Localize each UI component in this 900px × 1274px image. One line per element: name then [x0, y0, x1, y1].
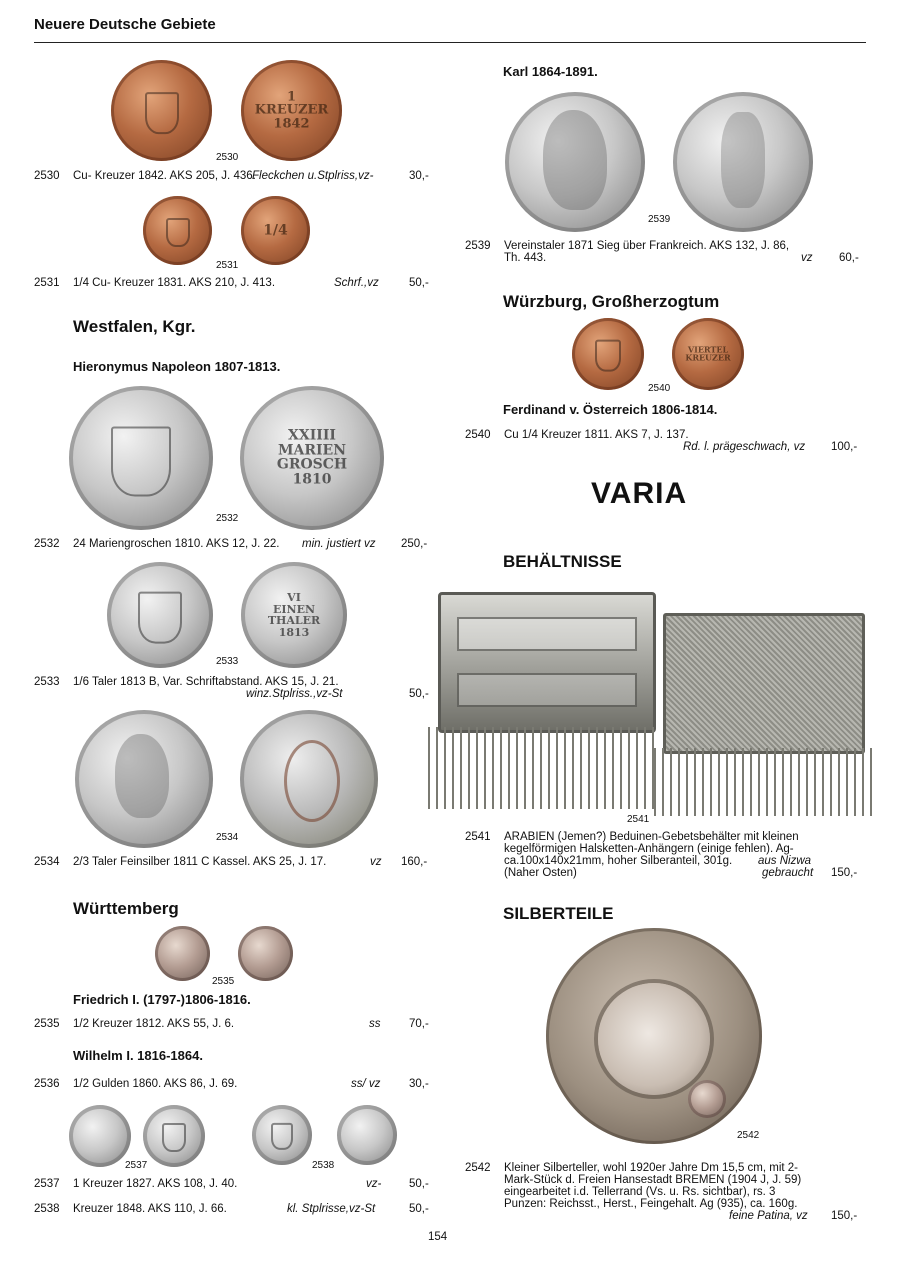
- coin-2535-obverse: [155, 926, 210, 981]
- lot-number-2535: 2535: [34, 1018, 60, 1030]
- lot-price-2539: 60,-: [839, 252, 859, 264]
- caption-2533: 2533: [216, 656, 239, 667]
- coin-2530-obverse: [111, 60, 212, 161]
- lot-desc-2542-line1: Kleiner Silberteller, wohl 1920er Jahre Dm 15,5 cm, mit 2-: [504, 1162, 799, 1174]
- caption-2535: 2535: [212, 976, 235, 987]
- coin-2532-obverse: [69, 386, 213, 530]
- coin-2535-reverse: [238, 926, 293, 981]
- caption-2541: 2541: [627, 814, 650, 825]
- coin-2539-obverse: [505, 92, 645, 232]
- lot-number-2537: 2537: [34, 1178, 60, 1190]
- lot-desc-2541-line3: ca.100x140x21mm, hoher Silberanteil, 301g.: [504, 855, 733, 867]
- lot-price-2533: 50,-: [409, 688, 429, 700]
- lot-desc-2542-line3: eingearbeitet i.d. Tellerrand (Vs. u. Rs. sichtbar), rs. 3: [504, 1186, 776, 1198]
- lot-desc-2541-line1: ARABIEN (Jemen?) Beduinen-Gebetsbehälter mit kleinen: [504, 831, 799, 843]
- section-heading-behaeltnisse: BEHÄLTNISSE: [503, 552, 622, 571]
- lot-desc-2539-line2: Th. 443.: [504, 252, 547, 264]
- lot-price-2537: 50,-: [409, 1178, 429, 1190]
- header-rule: [34, 42, 866, 43]
- lot-price-2531: 50,-: [409, 277, 429, 289]
- caption-2538: 2538: [312, 1160, 335, 1171]
- lot-number-2531: 2531: [34, 277, 60, 289]
- caption-2534: 2534: [216, 832, 239, 843]
- coin-2532-reverse: XXIIII MARIEN GROSCH 1810: [240, 386, 384, 530]
- lot-grade-2537: vz-: [366, 1178, 382, 1190]
- portrait-icon: [543, 110, 607, 210]
- monogram-icon: [284, 740, 340, 822]
- silver-plate: [546, 928, 762, 1144]
- lot-desc-2542-line4: Punzen: Reichsst., Herst., Feingehalt. Ag (935), ca. 160g.: [504, 1198, 798, 1210]
- lot-price-2541: 150,-: [831, 867, 858, 879]
- lot-grade-2539: vz: [801, 252, 813, 264]
- caption-2540: 2540: [648, 383, 671, 394]
- lot-desc-2535: 1/2 Kreuzer 1812. AKS 55, J. 6.: [73, 1018, 235, 1030]
- lot-number-2542: 2542: [465, 1162, 491, 1174]
- coin-2530-reverse: 1 KREUZER 1842: [241, 60, 342, 161]
- lot-price-2532: 250,-: [401, 538, 428, 550]
- lot-grade-2536: ss/ vz: [351, 1078, 381, 1090]
- subheading-friedrich: Friedrich I. (1797-)1806-1816.: [73, 992, 251, 1007]
- coin-2537-reverse: [143, 1105, 205, 1167]
- lot-number-2534: 2534: [34, 856, 60, 868]
- container-panel: [457, 673, 637, 707]
- lot-grade-2540: Rd. l. prägeschwach, vz: [683, 441, 806, 453]
- lot-desc-2530: Cu- Kreuzer 1842. AKS 205, J. 436.: [73, 170, 256, 182]
- lot-desc-2532: 24 Mariengroschen 1810. AKS 12, J. 22.: [73, 538, 280, 550]
- coin-2538-obverse: [252, 1105, 312, 1165]
- section-heading-varia: VARIA: [591, 477, 688, 510]
- coin-2534-obverse: [75, 710, 213, 848]
- coin-2540-reverse: VIERTEL KREUZER: [672, 318, 744, 390]
- subheading-hieronymus: Hieronymus Napoleon 1807-1813.: [73, 359, 281, 374]
- caption-2530: 2530: [216, 152, 239, 163]
- lot-grade-2535: ss: [369, 1018, 381, 1030]
- prayer-container-back: [663, 613, 865, 754]
- lot-desc-2533: 1/6 Taler 1813 B, Var. Schriftabstand. AKS 15, J. 21.: [73, 676, 339, 688]
- caption-2531: 2531: [216, 260, 239, 271]
- lot-grade-2533: winz.Stplriss.,vz-St: [246, 688, 343, 700]
- coin-2537-obverse: [69, 1105, 131, 1167]
- lot-price-2540: 100,-: [831, 441, 858, 453]
- lot-price-2535: 70,-: [409, 1018, 429, 1030]
- lot-desc-2541-line2: kegelförmigen Halsketten-Anhängern (einige fehlen). Ag-: [504, 843, 794, 855]
- lot-grade-2530: Fleckchen u.Stplriss,vz-: [252, 170, 374, 182]
- lot-grade-2534: vz: [370, 856, 382, 868]
- subheading-ferdinand: Ferdinand v. Österreich 1806-1814.: [503, 402, 718, 417]
- coin-2540-obverse: [572, 318, 644, 390]
- lot-number-2536: 2536: [34, 1078, 60, 1090]
- caption-2542: 2542: [737, 1130, 760, 1141]
- lot-number-2539: 2539: [465, 240, 491, 252]
- coin-2539-reverse: [673, 92, 813, 232]
- lot-number-2530: 2530: [34, 170, 60, 182]
- lot-number-2533: 2533: [34, 676, 60, 688]
- plate-center: [598, 983, 710, 1095]
- lot-desc-2538: Kreuzer 1848. AKS 110, J. 66.: [73, 1203, 227, 1215]
- section-heading-wuerzburg: Würzburg, Großherzogtum: [503, 292, 720, 311]
- lot-price-2542: 150,-: [831, 1210, 858, 1222]
- lot-price-2534: 160,-: [401, 856, 428, 868]
- subheading-wilhelm: Wilhelm I. 1816-1864.: [73, 1048, 203, 1063]
- tassel-fringe: [428, 727, 656, 809]
- coin-2533-obverse: [107, 562, 213, 668]
- lot-grade-2542: feine Patina, vz: [729, 1210, 808, 1222]
- lot-grade-2531: Schrf.,vz: [334, 277, 379, 289]
- lot-grade-2541: gebraucht: [762, 867, 814, 879]
- lot-desc-2539-line1: Vereinstaler 1871 Sieg über Frankreich. AKS 132, J. 86,: [504, 240, 790, 252]
- lot-desc-2541-provenance: aus Nizwa: [758, 855, 812, 867]
- lot-desc-2537: 1 Kreuzer 1827. AKS 108, J. 40.: [73, 1178, 238, 1190]
- prayer-container-front: [438, 592, 656, 733]
- lot-desc-2540: Cu 1/4 Kreuzer 1811. AKS 7, J. 137.: [504, 429, 689, 441]
- tassel-fringe: [654, 748, 876, 816]
- lot-number-2540: 2540: [465, 429, 491, 441]
- lot-desc-2536: 1/2 Gulden 1860. AKS 86, J. 69.: [73, 1078, 238, 1090]
- coin-2538-reverse: [337, 1105, 397, 1165]
- caption-2532: 2532: [216, 513, 239, 524]
- lot-price-2536: 30,-: [409, 1078, 429, 1090]
- lot-desc-2541-line4: (Naher Osten): [504, 867, 577, 879]
- inset-coin-icon: [688, 1080, 726, 1118]
- coin-2531-reverse: 1/4: [241, 196, 310, 265]
- lot-price-2538: 50,-: [409, 1203, 429, 1215]
- lot-price-2530: 30,-: [409, 170, 429, 182]
- lot-grade-2532: min. justiert vz: [302, 538, 376, 550]
- lot-desc-2531: 1/4 Cu- Kreuzer 1831. AKS 210, J. 413.: [73, 277, 276, 289]
- lot-number-2541: 2541: [465, 831, 491, 843]
- coin-2534-reverse: [240, 710, 378, 848]
- section-heading-silberteile: SILBERTEILE: [503, 904, 614, 923]
- portrait-icon: [115, 734, 169, 818]
- section-heading-wuerttemberg: Württemberg: [73, 899, 179, 918]
- coin-2533-reverse: VI EINEN THALER 1813: [241, 562, 347, 668]
- lot-grade-2538: kl. Stplrisse,vz-St: [287, 1203, 376, 1215]
- victoria-figure-icon: [721, 112, 765, 208]
- lot-number-2538: 2538: [34, 1203, 60, 1215]
- caption-2539: 2539: [648, 214, 671, 225]
- lot-desc-2542-line2: Mark-Stück d. Freien Hansestadt BREMEN (1904 J, J. 59): [504, 1174, 802, 1186]
- section-heading-westfalen: Westfalen, Kgr.: [73, 317, 196, 336]
- coin-2531-obverse: [143, 196, 212, 265]
- lot-desc-2534: 2/3 Taler Feinsilber 1811 C Kassel. AKS 25, J. 17.: [73, 856, 327, 868]
- container-panel: [457, 617, 637, 651]
- subheading-karl: Karl 1864-1891.: [503, 64, 598, 79]
- lot-number-2532: 2532: [34, 538, 60, 550]
- page-number: 154: [428, 1231, 448, 1243]
- caption-2537: 2537: [125, 1160, 148, 1171]
- page-header: Neuere Deutsche Gebiete: [34, 16, 216, 33]
